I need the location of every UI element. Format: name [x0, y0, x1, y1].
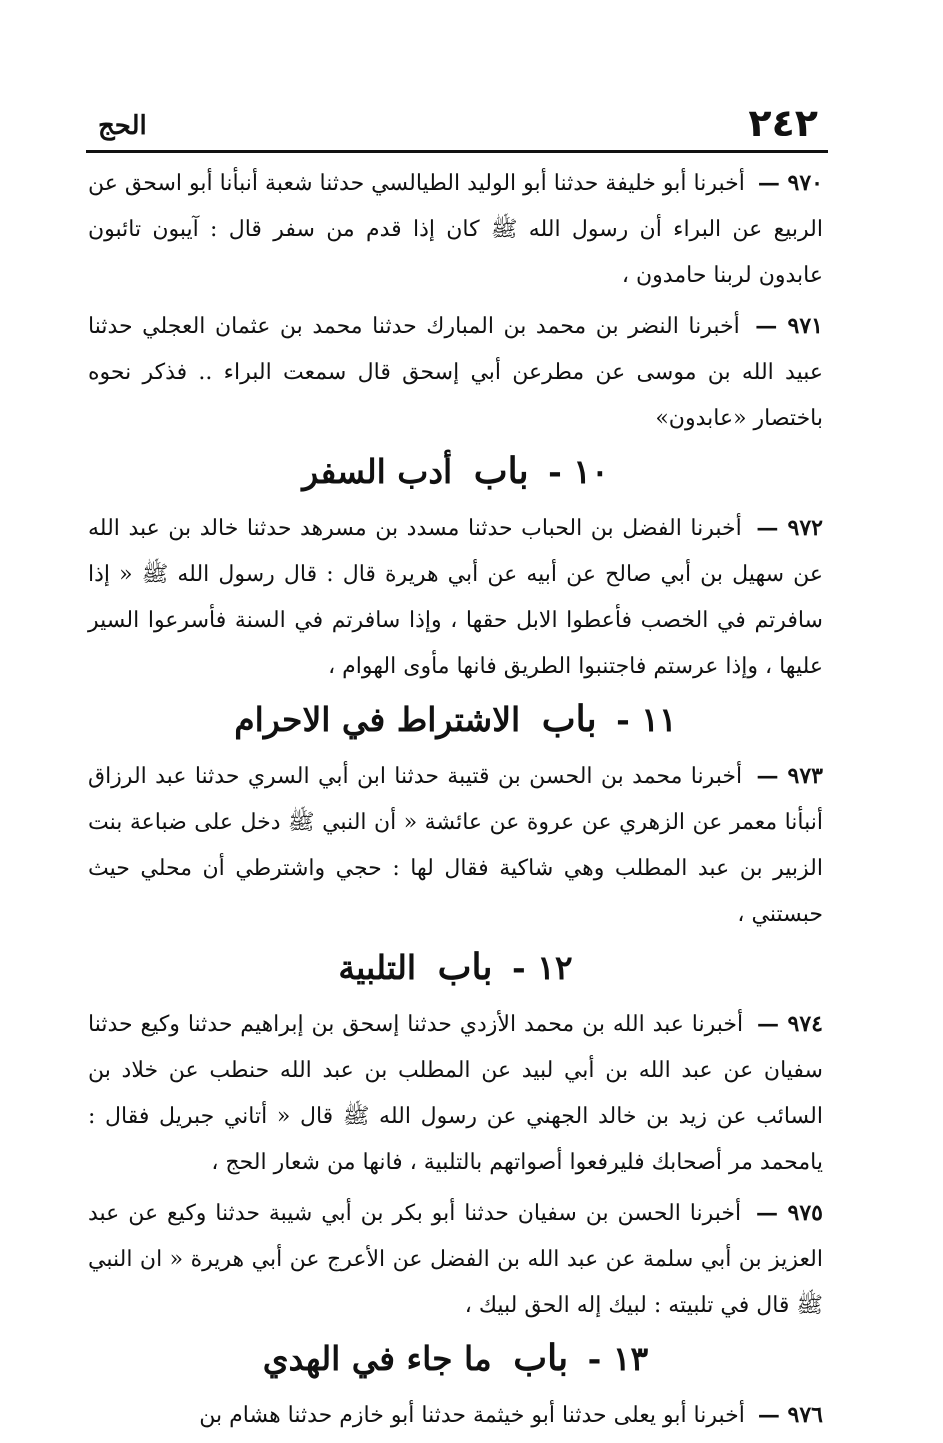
- hadith-text: أخبرنا أبو خليفة حدثنا أبو الوليد الطيالسي حدثنا شعبة أنبأنا أبو اسحق عن الربيع عن البراء أن رسول الله ﷺ كان إذا قدم من سفر قال : آيبون تائبون عابدون لربنا حامدون ،: [88, 171, 823, 288]
- hadith-number: ٩٧٠ —: [757, 170, 823, 196]
- chapter-heading-11: [88, 694, 823, 745]
- hadith-972: [88, 505, 823, 690]
- chapter-title: ما جاء في الهدي: [262, 1339, 492, 1378]
- hadith-975: [88, 1190, 823, 1329]
- hadith-number: ٩٧٢ —: [756, 515, 823, 541]
- hadith-974: [88, 1001, 823, 1186]
- chapter-heading-10: [88, 446, 823, 497]
- chapter-bab-word: باب: [437, 946, 493, 988]
- hadith-text: أخبرنا الفضل بن الحباب حدثنا مسدد بن مسرهد حدثنا خالد بن عبد الله عن سهيل بن أبي صالح عن أبيه عن أبي هريرة قال : قال رسول الله ﷺ « إذا سافرتم في الخصب فأعطوا الابل حقها ، وإذا سافرتم في السنة فأسرعوا السير عليها ، وإذا عرستم فاجتنبوا الطريق فانها مأوى الهوام ،: [88, 516, 823, 679]
- running-header: [88, 100, 828, 150]
- hadith-973: [88, 753, 823, 938]
- hadith-number: ٩٧٦ —: [757, 1402, 823, 1428]
- chapter-bab-word: باب: [513, 1337, 569, 1379]
- hadith-text: أخبرنا عبد الله بن محمد الأزدي حدثنا إسحق بن إبراهيم حدثنا وكيع حدثنا سفيان عن عبد الله بن أبي لبيد عن المطلب بن عبد الله حنطب عن خلاد بن السائب عن زيد بن خالد الجهني عن رسول الله ﷺ قال « أتاني جبريل فقال : يامحمد مر أصحابك فليرفعوا أصواتهم بالتلبية ، فانها من شعار الحج ،: [88, 1012, 823, 1175]
- chapter-bab-word: باب: [473, 450, 529, 492]
- hadith-number: ٩٧٤ —: [757, 1011, 823, 1037]
- hadith-text: أخبرنا محمد بن الحسن بن قتيبة حدثنا ابن أبي السري حدثنا عبد الرزاق أنبأنا معمر عن الزهري عن عروة عن عائشة « أن النبي ﷺ دخل على ضباعة بنت الزبير بن عبد المطلب وهي شاكية فقال لها : حجي واشترطي أن محلي حيث حبستني ،: [88, 764, 823, 927]
- header-rule: [86, 150, 828, 153]
- chapter-number: ١٣ -: [587, 1339, 649, 1378]
- chapter-bab-word: باب: [541, 698, 597, 740]
- chapter-title: التلبية: [338, 948, 417, 987]
- chapter-heading-13: [88, 1333, 823, 1384]
- hadith-text: أخبرنا النضر بن محمد بن المبارك حدثنا محمد بن عثمان العجلي حدثنا عبيد الله بن موسى عن مطرعن أبي إسحق قال سمعت البراء .. فذكر نحوه باختصار «عابدون»: [88, 314, 823, 431]
- hadith-text: أخبرنا أبو يعلى حدثنا أبو خيثمة حدثنا أبو خازم حدثنا هشام بن: [199, 1403, 745, 1428]
- hadith-number: ٩٧٣ —: [756, 763, 823, 789]
- chapter-number: ١١ -: [616, 700, 677, 739]
- page-number: ٢٤٢: [748, 101, 818, 145]
- chapter-title: أدب السفر: [302, 452, 453, 491]
- hadith-971: [88, 303, 823, 442]
- hadith-number: ٩٧٥ —: [755, 1200, 823, 1226]
- page-body: [88, 160, 823, 1443]
- section-title: الحج: [98, 111, 147, 141]
- chapter-number: ١٢ -: [511, 948, 573, 987]
- hadith-number: ٩٧١ —: [755, 313, 823, 339]
- chapter-title: الاشتراط في الاحرام: [234, 700, 521, 739]
- chapter-heading-12: [88, 942, 823, 993]
- hadith-text: أخبرنا الحسن بن سفيان حدثنا أبو بكر بن أبي شيبة حدثنا وكيع عن عبد العزيز بن أبي سلمة عن عبد الله بن الفضل عن الأعرج عن أبي هريرة « ان النبي ﷺ قال في تلبيته : لبيك إله الحق لبيك ،: [88, 1201, 823, 1318]
- chapter-number: ١٠ -: [548, 452, 609, 491]
- hadith-976: [88, 1392, 823, 1439]
- hadith-970: [88, 160, 823, 299]
